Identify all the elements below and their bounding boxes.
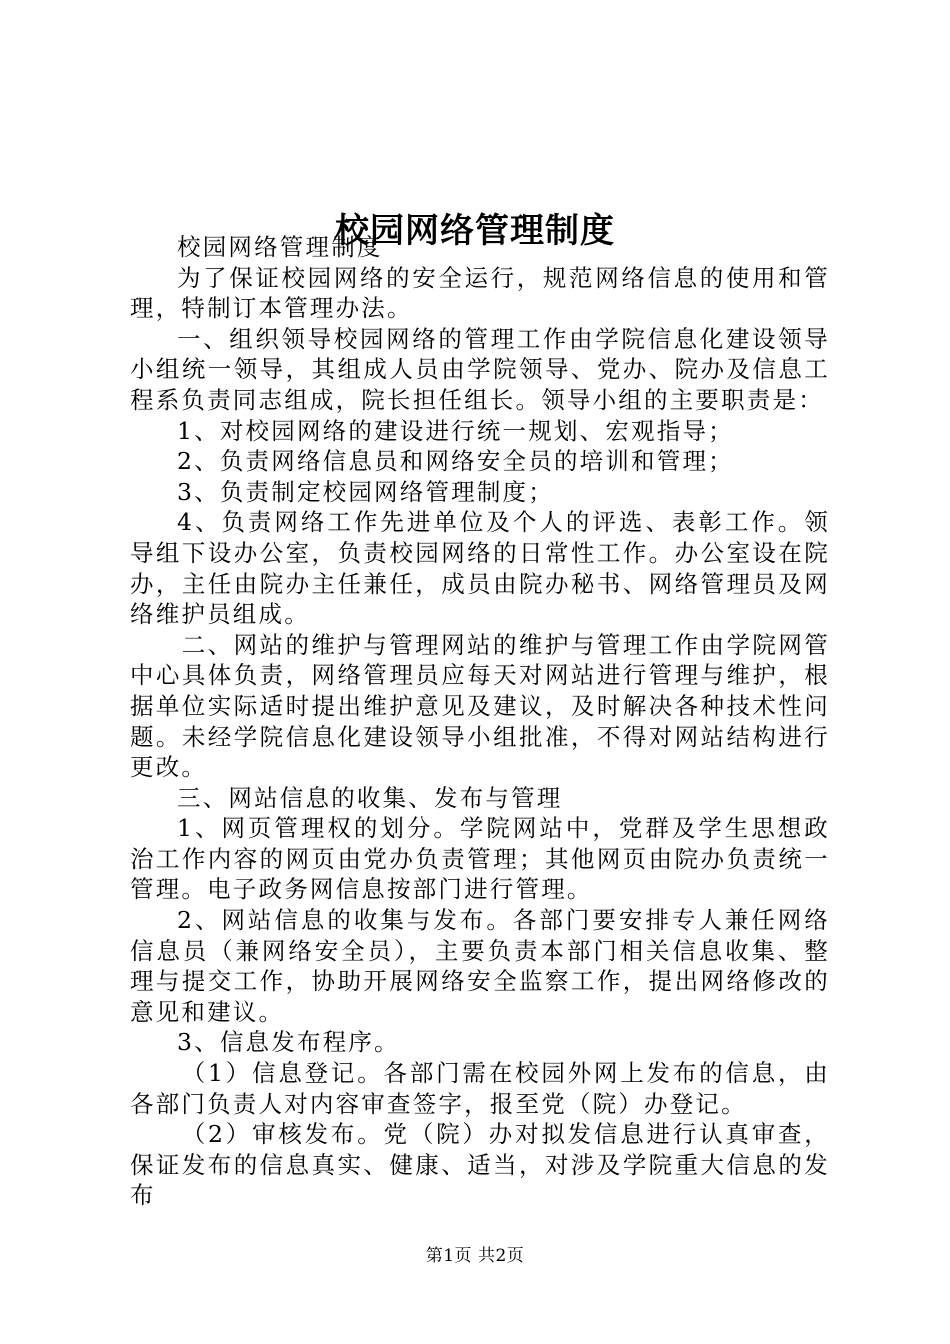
paragraph-subtitle: 校园网络管理制度 (177, 233, 383, 261)
paragraph-section-2: 二、网站的维护与管理网站的维护与管理工作由学院网管中心具体负责，网络管理员应每天对网站进行管理与维护，根据单位实际适时提出维护意见及建议，及时解决各种技术性问题。未经学院信息化建设领导小组批准，不得对网站结构进行更改。 (130, 630, 830, 782)
paragraph-item-3: 3、信息发布程序。 (177, 1028, 400, 1057)
paragraph-step-1: （1）信息登记。各部门需在校园外网上发布的信息，由各部门负责人对内容审查签字，报至党（院）办登记。 (130, 1059, 830, 1118)
paragraph-step-2: （2）审核发布。党（院）办对拟发信息进行认真审查，保证发布的信息真实、健康、适当，对涉及学院重大信息的发布 (130, 1120, 830, 1210)
paragraph-duty-4: 4、负责网络工作先进单位及个人的评选、表彰工作。领导组下设办公室，负责校园网络的日常性工作。办公室设在院办，主任由院办主任兼任，成员由院办秘书、网络管理员及网络维护员组成。 (130, 508, 830, 629)
paragraph-section-3: 三、网站信息的收集、发布与管理 (177, 783, 563, 812)
document-body (130, 232, 830, 1211)
page-number-footer: 第1页 共2页 (425, 1246, 525, 1266)
paragraph-duty-2: 2、负责网络信息员和网络安全员的培训和管理； (177, 447, 734, 476)
document-title: 校园网络管理制度 (335, 210, 615, 251)
paragraph-section-1: 一、组织领导校园网络的管理工作由学院信息化建设领导小组统一领导，其组成人员由学院领导、党办、院办及信息工程系负责同志组成，院长担任组长。领导小组的主要职责是： (130, 324, 830, 414)
paragraph-duty-3: 3、负责制定校园网络管理制度； (177, 477, 554, 506)
paragraph-item-1: 1、网页管理权的划分。学院网站中，党群及学生思想政治工作内容的网页由党办负责管理；其他网页由院办负责统一管理。电子政务网信息按部门进行管理。 (130, 814, 830, 904)
paragraph-intro: 为了保证校园网络的安全运行，规范网络信息的使用和管理，特制订本管理办法。 (130, 263, 830, 323)
paragraph-item-2: 2、网站信息的收集与发布。各部门要安排专人兼任网络信息员（兼网络安全员），主要负责本部门相关信息收集、整理与提交工作，协助开展网络安全监察工作，提出网络修改的意见和建议。 (130, 906, 830, 1026)
paragraph-duty-1: 1、对校园网络的建设进行统一规划、宏观指导； (177, 416, 734, 445)
